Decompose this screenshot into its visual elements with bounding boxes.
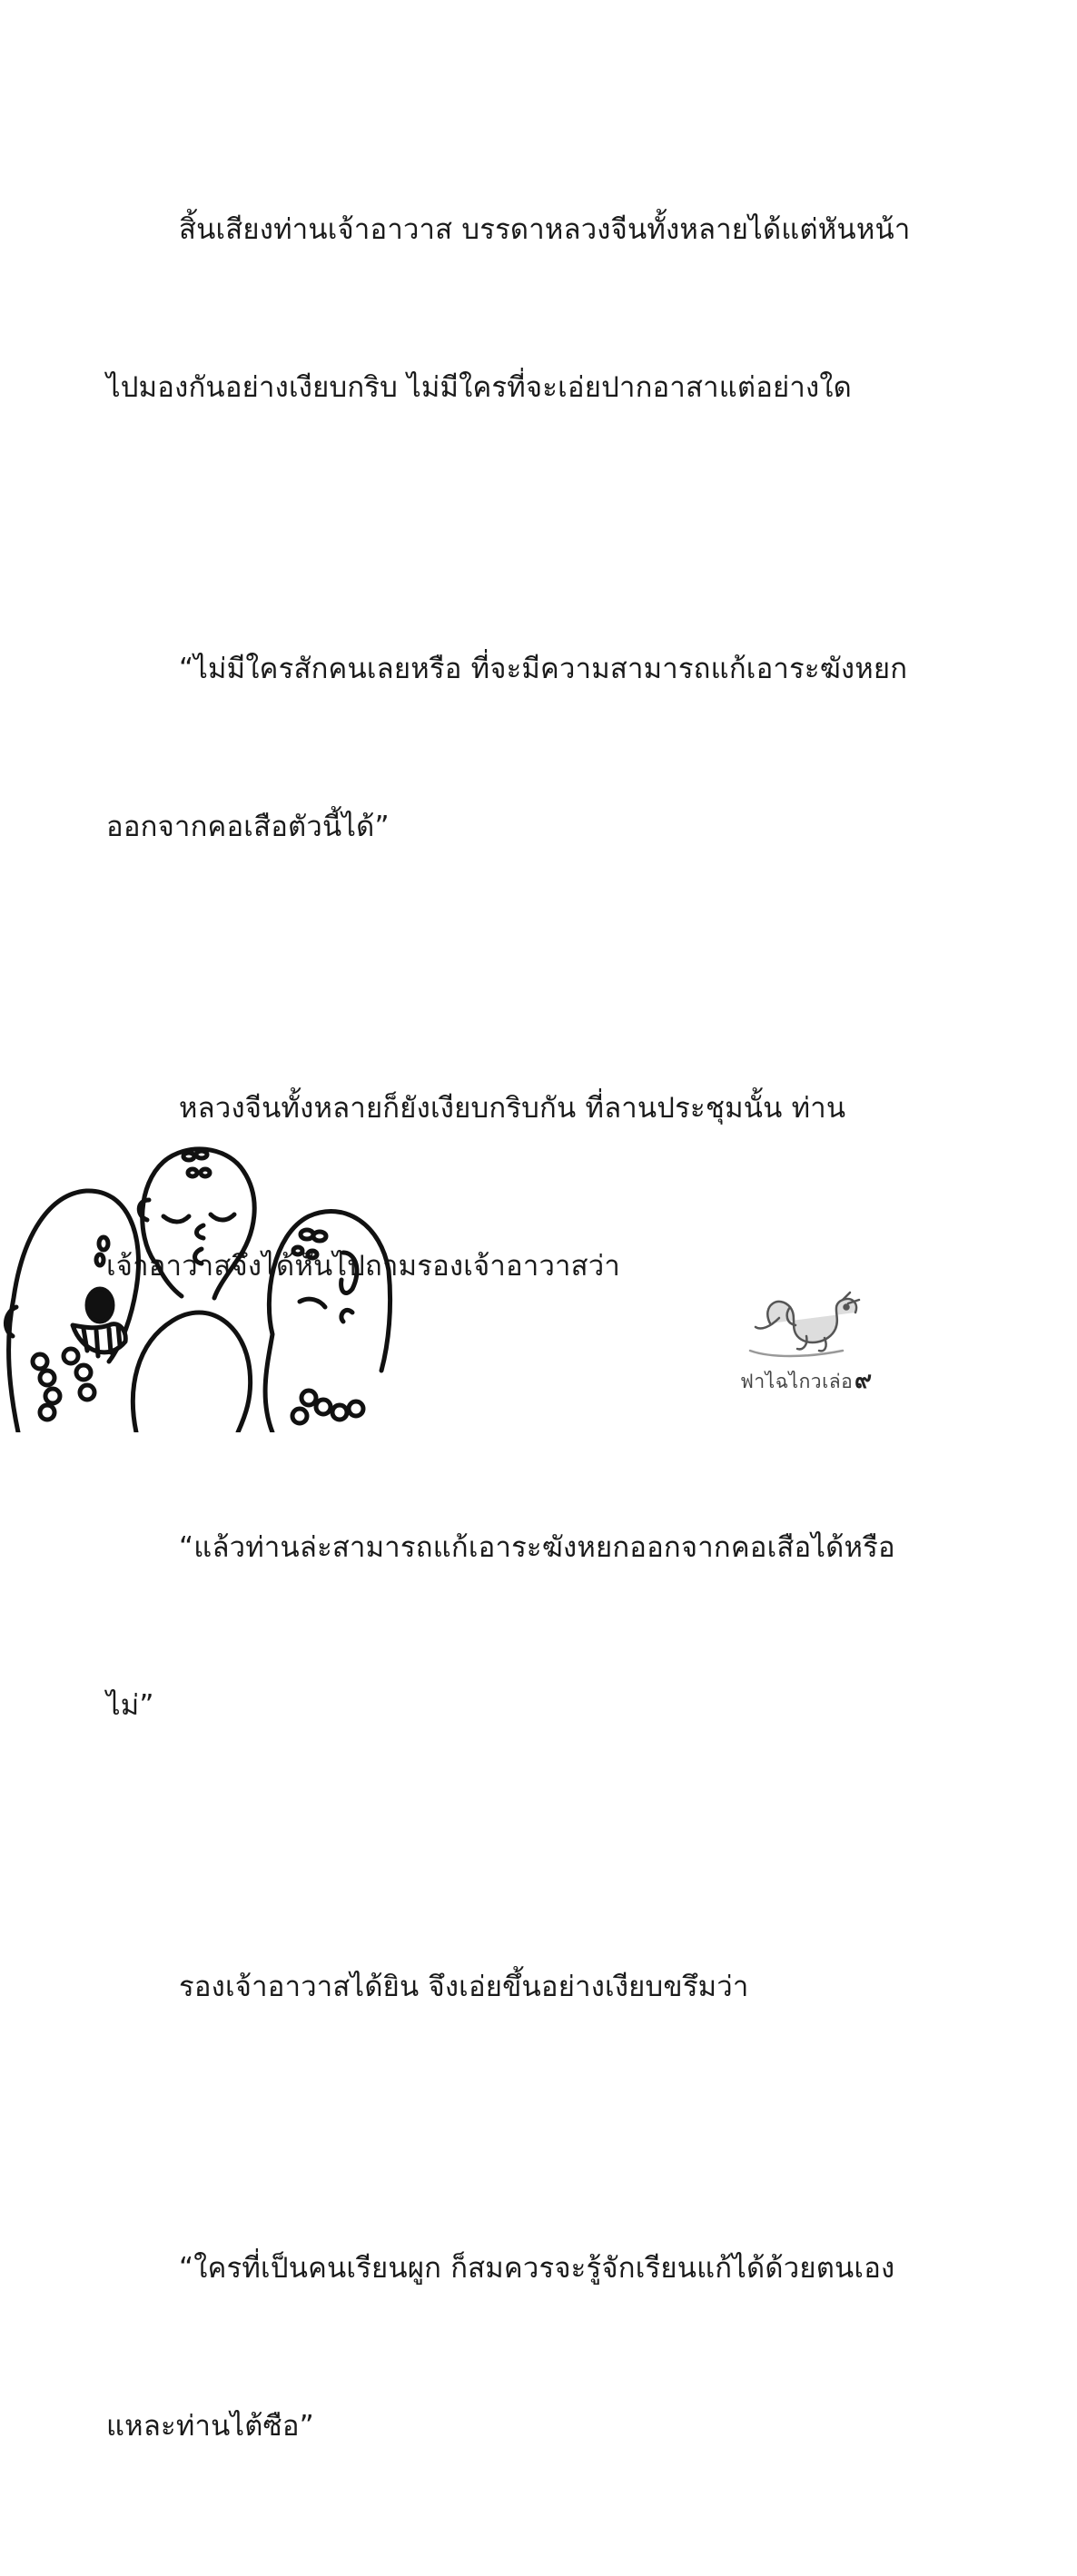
monks-cartoon-icon bbox=[0, 1135, 400, 1432]
dragon-logo-icon bbox=[743, 1287, 868, 1360]
page-number: ๙ bbox=[855, 1367, 873, 1394]
paragraph-line: รองเจ้าอาวาสได้ยิน จึงเอ่ยขึ้นอย่างเงียบขรึมว่า bbox=[179, 1971, 749, 2003]
paragraph-line: ไม่” bbox=[106, 1689, 154, 1722]
page-footer bbox=[740, 1362, 876, 1398]
paragraph-line: “ใครที่เป็นคนเรียนผูก ก็สมควรจะรู้จักเรียนแก้ได้ด้วยตนเอง bbox=[179, 2252, 895, 2285]
paragraph-5 bbox=[106, 1855, 871, 2119]
paragraph-line: “ไม่มีใครสักคนเลยหรือ ที่จะมีความสามารถแก้เอาระฆังหยก bbox=[179, 653, 908, 685]
paragraph-2 bbox=[106, 537, 908, 959]
paragraph-line: สิ้นเสียงท่านเจ้าอาวาส บรรดาหลวงจีนทั้งหลายได้แต่หันหน้า bbox=[179, 213, 911, 246]
paragraph-line: แหละท่านไต้ซือ” bbox=[106, 2410, 314, 2443]
paragraph-1 bbox=[106, 98, 911, 519]
book-title: ฟาไฉไกวเล่อ bbox=[740, 1371, 854, 1392]
paragraph-line: หลวงจีนทั้งหลายก็ยังเงียบกริบกัน ที่ลานประชุมนั้น ท่าน bbox=[179, 1092, 846, 1125]
paragraph-line: เจ้าอาวาสจึงได้หันไปถามรองเจ้าอาวาสว่า bbox=[106, 1250, 621, 1283]
paragraph-6 bbox=[106, 2137, 895, 2558]
paragraph-line: ไปมองกันอย่างเงียบกริบ ไม่มีใครที่จะเอ่ยปากอาสาแต่อย่างใด bbox=[106, 371, 852, 404]
paragraph-line: “แล้วท่านล่ะสามารถแก้เอาระฆังหยกออกจากคอเสือได้หรือ bbox=[179, 1531, 895, 1564]
paragraph-4 bbox=[106, 1416, 895, 1837]
paragraph-line: ออกจากคอเสือตัวนี้ได้” bbox=[106, 811, 390, 843]
